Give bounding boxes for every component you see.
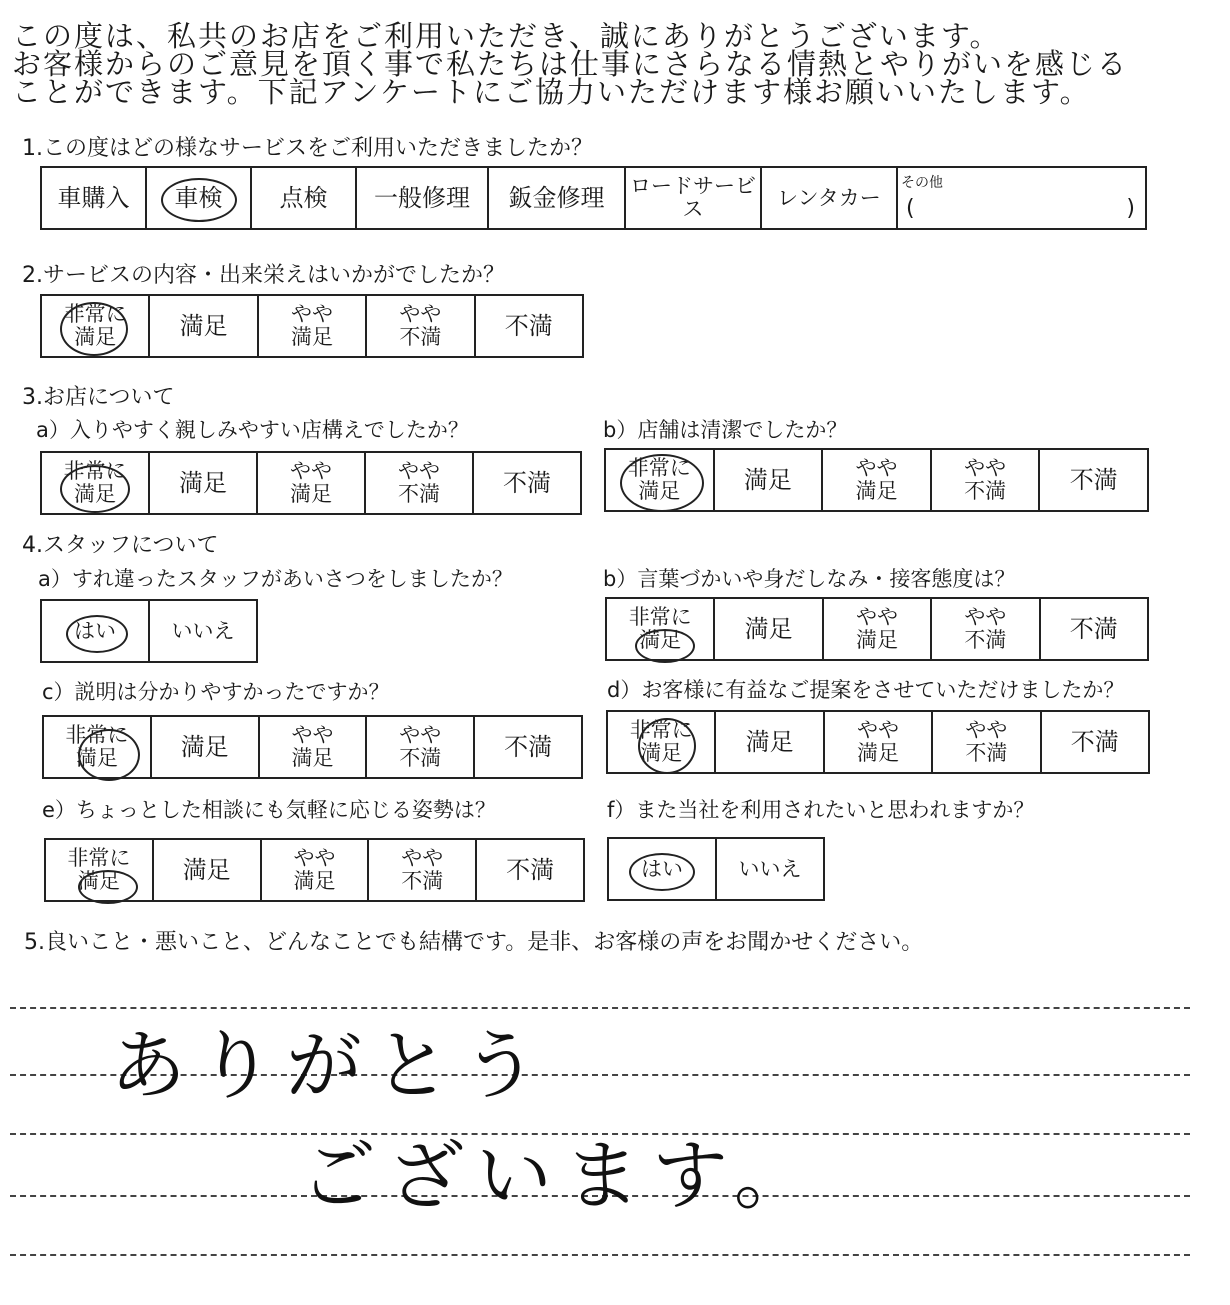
- intro-line: この度は、私共のお店をご利用いただき、誠にありがとうございます。: [12, 19, 1001, 53]
- q4b-label: b）言葉づかいや身だしなみ・接客態度は？: [603, 567, 1016, 591]
- q3-title: 3.お店について: [22, 385, 175, 410]
- option-dissatisfied[interactable]: 不満: [475, 295, 583, 357]
- option-somewhat-satisfied[interactable]: やや 満足: [258, 295, 366, 357]
- q1-option-general-repair[interactable]: 一般修理: [356, 167, 488, 229]
- q3a-label: a）入りやすく親しみやすい店構えでしたか？: [36, 418, 469, 442]
- option-somewhat-dissatisfied[interactable]: やや 不満: [368, 839, 476, 901]
- option-somewhat-dissatisfied[interactable]: やや 不満: [366, 716, 474, 778]
- q4c-options: [42, 715, 583, 779]
- option-somewhat-satisfied[interactable]: やや 満足: [824, 711, 932, 773]
- option-dissatisfied[interactable]: 不満: [476, 839, 584, 901]
- option-dissatisfied[interactable]: 不満: [1039, 449, 1148, 511]
- q1-option-road-service[interactable]: ロードサービス: [625, 167, 761, 229]
- q4a-options: [40, 599, 258, 663]
- option-very-satisfied[interactable]: 非常に 満足: [606, 598, 714, 660]
- q5-title: 5.良いこと・悪いこと、どんなことでも結構です。是非、お客様の声をお聞かせください。: [24, 930, 924, 955]
- q3a-options: [40, 451, 582, 515]
- option-dissatisfied[interactable]: 不満: [474, 716, 582, 778]
- other-label: その他: [901, 175, 943, 191]
- intro-line: お客様からのご意見を頂く事で私たちは仕事にさらなる情熱とやりがいを感じる: [12, 47, 1129, 81]
- q4f-label: f）また当社を利用されたいと思われますか？: [607, 798, 1035, 822]
- option-no[interactable]: いいえ: [149, 600, 257, 662]
- option-somewhat-dissatisfied[interactable]: やや 不満: [931, 449, 1040, 511]
- option-somewhat-dissatisfied[interactable]: やや 不満: [932, 711, 1040, 773]
- q4e-options: [44, 838, 585, 902]
- answer-line: [10, 1254, 1190, 1256]
- option-somewhat-satisfied[interactable]: やや 満足: [823, 598, 931, 660]
- q4d-options: [606, 710, 1150, 774]
- q1-title: 1.この度はどの様なサービスをご利用いただきましたか？: [22, 136, 593, 161]
- option-very-satisfied[interactable]: 非常に 満足: [605, 449, 714, 511]
- option-somewhat-dissatisfied[interactable]: やや 不満: [931, 598, 1039, 660]
- q2-title: 2.サービスの内容・出来栄えはいかがでしたか？: [22, 263, 505, 288]
- intro-text: [12, 19, 1129, 109]
- option-satisfied[interactable]: 満足: [149, 452, 257, 514]
- option-very-satisfied[interactable]: 非常に 満足: [607, 711, 715, 773]
- q3b-options: [604, 448, 1149, 512]
- option-somewhat-satisfied[interactable]: やや 満足: [261, 839, 369, 901]
- q4-title: 4.スタッフについて: [22, 533, 219, 558]
- option-somewhat-satisfied[interactable]: やや 満足: [259, 716, 367, 778]
- handwritten-answer-line2: ございます。: [300, 1131, 822, 1220]
- option-yes[interactable]: はい: [41, 600, 149, 662]
- q4a-label: a）すれ違ったスタッフがあいさつをしましたか？: [38, 567, 513, 591]
- q1-option-other[interactable]: その他 ( ): [897, 167, 1146, 229]
- option-very-satisfied[interactable]: 非常に 満足: [45, 839, 153, 901]
- q1-option-inspection[interactable]: 点検: [251, 167, 356, 229]
- option-somewhat-satisfied[interactable]: やや 満足: [822, 449, 931, 511]
- handwritten-answer-line1: ありがとう: [110, 1021, 550, 1110]
- q4c-label: c）説明は分かりやすかったですか？: [42, 680, 390, 704]
- option-satisfied[interactable]: 満足: [715, 711, 823, 773]
- option-somewhat-dissatisfied[interactable]: やや 不満: [365, 452, 473, 514]
- q4b-options: [605, 597, 1149, 661]
- q3b-label: b）店舗は清潔でしたか？: [603, 418, 848, 442]
- option-satisfied[interactable]: 満足: [153, 839, 261, 901]
- option-dissatisfied[interactable]: 不満: [1040, 598, 1148, 660]
- intro-line: ことができます。下記アンケートにご協力いただけます様お願いいたします。: [12, 75, 1091, 109]
- option-satisfied[interactable]: 満足: [714, 449, 823, 511]
- q1-option-bodywork[interactable]: 鈑金修理: [488, 167, 625, 229]
- option-satisfied[interactable]: 満足: [151, 716, 259, 778]
- option-satisfied[interactable]: 満足: [149, 295, 257, 357]
- option-very-satisfied[interactable]: 非常に 満足: [41, 295, 149, 357]
- option-somewhat-satisfied[interactable]: やや 満足: [257, 452, 365, 514]
- option-somewhat-dissatisfied[interactable]: やや 不満: [366, 295, 474, 357]
- q4d-label: d）お客様に有益なご提案をさせていただけましたか？: [607, 678, 1125, 702]
- q1-option-rental-car[interactable]: レンタカー: [761, 167, 897, 229]
- option-dissatisfied[interactable]: 不満: [473, 452, 581, 514]
- q1-options: [40, 166, 1147, 230]
- q1-option-purchase[interactable]: 車購入: [41, 167, 146, 229]
- option-satisfied[interactable]: 満足: [714, 598, 822, 660]
- option-dissatisfied[interactable]: 不満: [1041, 711, 1149, 773]
- q4e-label: e）ちょっとした相談にも気軽に応じる姿勢は？: [42, 798, 496, 822]
- q2-options: [40, 294, 584, 358]
- q4f-options: [607, 837, 825, 901]
- option-no[interactable]: いいえ: [716, 838, 824, 900]
- option-yes[interactable]: はい: [608, 838, 716, 900]
- q1-option-shaken[interactable]: 車検: [146, 167, 251, 229]
- option-very-satisfied[interactable]: 非常に 満足: [43, 716, 151, 778]
- option-very-satisfied[interactable]: 非常に 満足: [41, 452, 149, 514]
